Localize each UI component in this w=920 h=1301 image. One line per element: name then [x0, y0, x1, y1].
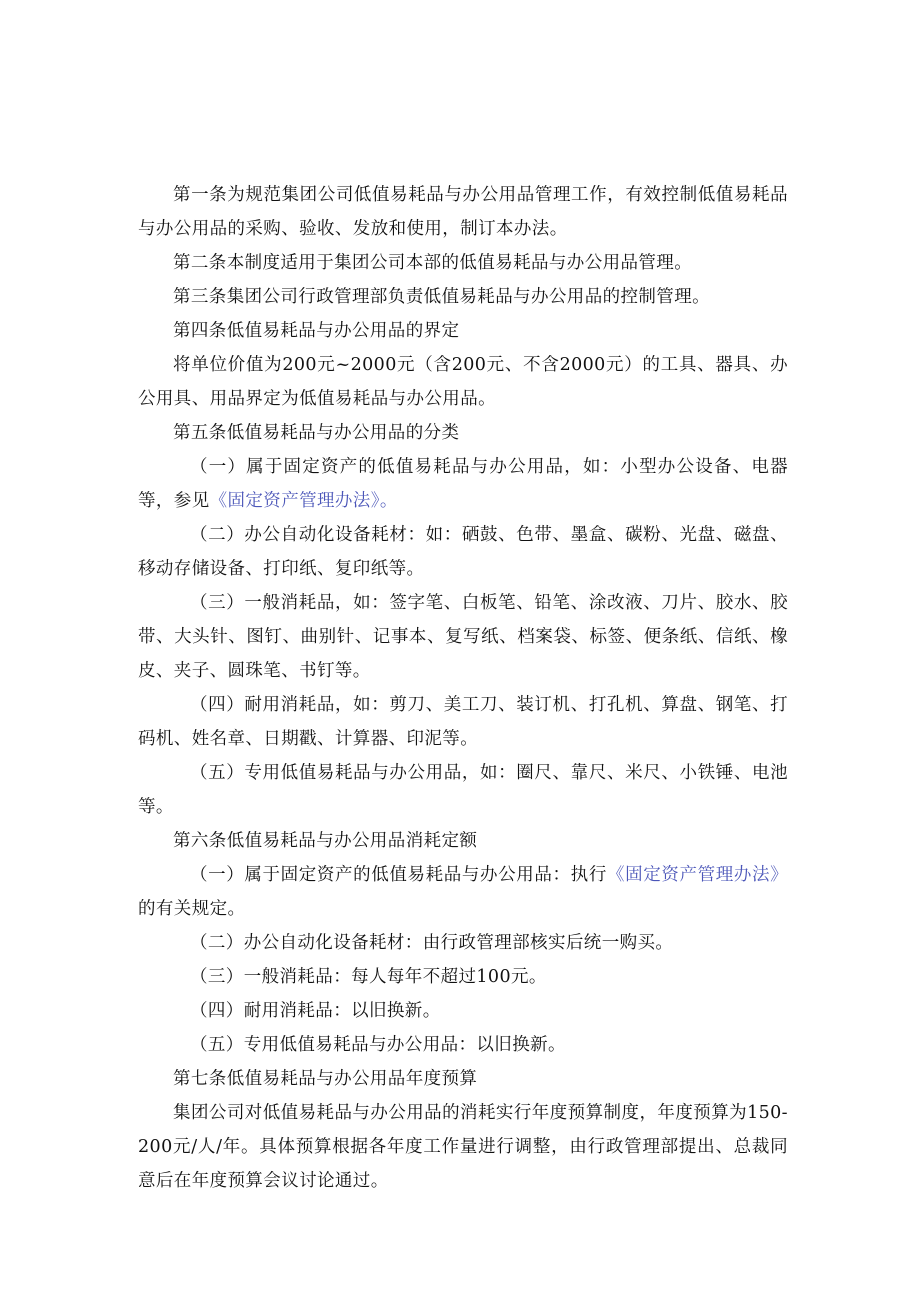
document-body: [138, 178, 788, 1198]
article-2: 第二条本制度适用于集团公司本部的低值易耗品与办公用品管理。: [173, 253, 693, 273]
article-6-item-2: （二）办公自动化设备耗材：由行政管理部核实后统一购买。: [190, 933, 674, 953]
article-5-item-4: （四）耐用消耗品，如：剪刀、美工刀、装订机、打孔机、算盘、钢笔、打码机、姓名章、日期戳、计算器、印泥等。: [138, 695, 788, 749]
article-6-item-4: （四）耐用消耗品：以旧换新。: [190, 1001, 441, 1021]
paragraph-text-after: 的有关规定。: [138, 899, 246, 919]
paragraph-text: （一）属于固定资产的低值易耗品与办公用品：执行: [190, 865, 607, 885]
article-6-item-3: （三）一般消耗品：每人每年不超过100元。: [190, 967, 547, 987]
article-6-heading: 第六条低值易耗品与办公用品消耗定额: [173, 831, 478, 851]
article-7-heading: 第七条低值易耗品与办公用品年度预算: [173, 1069, 478, 1089]
article-5-item-3: （三）一般消耗品，如：签字笔、白板笔、铅笔、涂改液、刀片、胶水、胶带、大头针、图钉、曲别针、记事本、复写纸、档案袋、标签、便条纸、信纸、橡皮、夹子、圆珠笔、书钉等。: [138, 593, 788, 681]
article-6-item-1: [138, 858, 788, 926]
article-5-item-1: [138, 450, 788, 518]
article-6-item-5: （五）专用低值易耗品与办公用品：以旧换新。: [190, 1035, 566, 1055]
paragraph-text: （一）属于固定资产的低值易耗品与办公用品，如：小型办公设备、电器等，参见: [138, 457, 788, 511]
fixed-asset-regulation-link[interactable]: 《固定资产管理办法》: [606, 865, 789, 885]
article-5-item-2: （二）办公自动化设备耗材：如：硒鼓、色带、墨盒、碳粉、光盘、磁盘、移动存储设备、打印纸、复印纸等。: [138, 525, 788, 579]
article-5-item-5: （五）专用低值易耗品与办公用品，如：圈尺、靠尺、米尺、小铁锤、电池等。: [138, 763, 788, 817]
article-7-body: 集团公司对低值易耗品与办公用品的消耗实行年度预算制度，年度预算为150-200元/人/年。具体预算根据各年度工作量进行调整，由行政管理部提出、总裁同意后在年度预算会议讨论通过。: [138, 1103, 788, 1191]
article-1: 第一条为规范集团公司低值易耗品与办公用品管理工作，有效控制低值易耗品与办公用品的采购、验收、发放和使用，制订本办法。: [138, 185, 788, 239]
article-3: 第三条集团公司行政管理部负责低值易耗品与办公用品的控制管理。: [173, 287, 710, 307]
fixed-asset-regulation-link[interactable]: 《固定资产管理办法》。: [209, 491, 398, 511]
article-4-body: 将单位价值为200元~2000元（含200元、不含2000元）的工具、器具、办公用具、用品界定为低值易耗品与办公用品。: [138, 355, 788, 409]
article-5-heading: 第五条低值易耗品与办公用品的分类: [173, 423, 460, 443]
article-4-heading: 第四条低值易耗品与办公用品的界定: [173, 321, 460, 341]
